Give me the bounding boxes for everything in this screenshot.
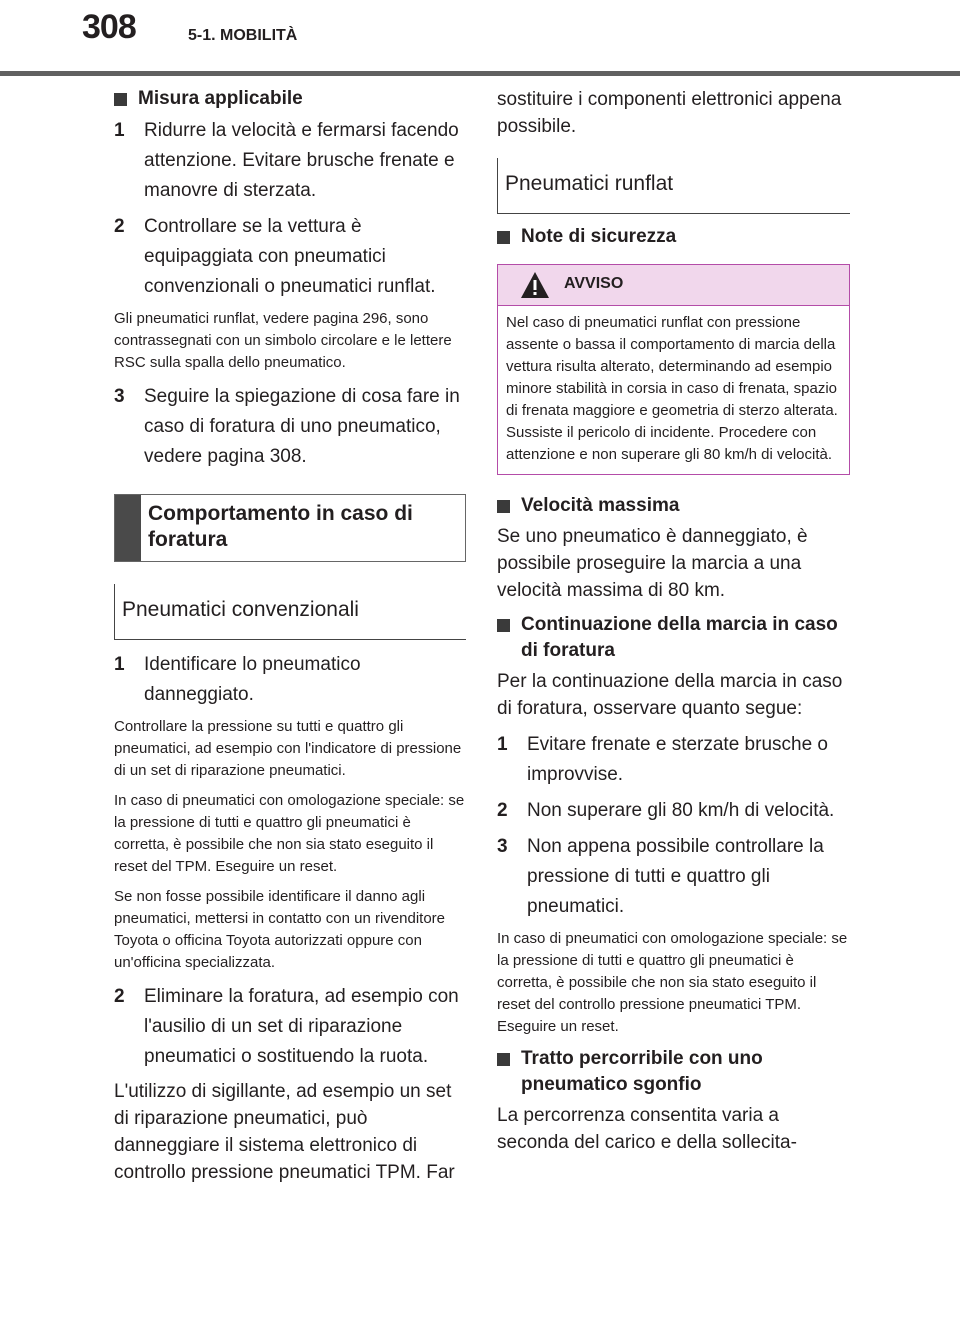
- subheading-misura: Misura applicabile: [114, 86, 466, 112]
- subheading-continue: Continuazione della marcia in caso di foratura: [497, 612, 850, 664]
- page-header: [0, 0, 960, 78]
- warning-triangle-icon: [520, 271, 550, 299]
- square-bullet-icon: [497, 619, 510, 632]
- step-1: 1 Evitare frenate e sterzate brusche o improvvise.: [497, 734, 828, 785]
- subheading-range: Tratto percorribile con uno pneumatico sgonfio: [497, 1046, 850, 1098]
- square-bullet-icon: [114, 93, 127, 106]
- section-box-title: Comportamento in caso di foratura: [148, 502, 413, 551]
- square-bullet-icon: [497, 231, 510, 244]
- paragraph-sigillante: L'utilizzo di sigillante, ad esempio un set di riparazione pneumatici, può danneggiare il sistema elettronico di controllo pressione pneumatici TPM. Far: [114, 1081, 455, 1183]
- note-check-pressure: Controllare la pressione su tutti e quattro gli pneumatici, ad esempio con l'indicatore di pressione di un set di riparazione pneumatici.: [114, 718, 462, 779]
- left-column: [114, 86, 466, 1194]
- step-3: 3 Seguire la spiegazione di cosa fare in caso di foratura di uno pneumatico, vedere pagina 308.: [114, 386, 460, 467]
- right-column: [497, 86, 850, 1164]
- subheading-speed: Velocità massima: [497, 493, 850, 519]
- note-omologazione: In caso di pneumatici con omologazione speciale: se la pressione di tutti e quattro gli pneumatici è corretta, è possibile che non sia stato eseguito il reset del TPM. Eseguire un reset.: [114, 792, 465, 875]
- warning-text: Nel caso di pneumatici runflat con pressione assente o bassa il comportamento di marcia della vettura risulta alterato, determinando ad esempio minore stabilità in corsia in caso di frenata, spazio di frenata maggiore e geometria di sterzo alterata. Sussiste il pericolo di incidente. Procedere con attenzione e non superare gli 80 km/h di velocità.: [506, 314, 838, 463]
- paragraph-range: La percorrenza consentita varia a seconda del carico e della sollecita-: [497, 1105, 797, 1153]
- paragraph-continued: sostituire i componenti elettronici appena possibile.: [497, 89, 842, 137]
- section-box-foratura: [114, 494, 466, 562]
- step-identify: 1 Identificare lo pneumatico danneggiato.: [114, 654, 361, 705]
- note-runflat: Gli pneumatici runflat, vedere pagina 296, sono contrassegnati con un simbolo circolare e le lettere RSC sulla spalla dello pneumatico.: [114, 310, 452, 371]
- step-1: 1 Ridurre la velocità e fermarsi facendo attenzione. Evitare brusche frenate e manovre di sterzata.: [114, 120, 459, 201]
- note-contact-dealer: Se non fosse possibile identificare il danno agli pneumatici, mettersi in contatto con un rivenditore Toyota o officina Toyota autorizzati oppure con un'officina specializzata.: [114, 888, 446, 971]
- warning-box: [497, 264, 850, 475]
- step-2: 2 Non superare gli 80 km/h di velocità.: [497, 800, 835, 821]
- step-3: 3 Non appena possibile controllare la pressione di tutti e quattro gli pneumatici.: [497, 836, 824, 917]
- section-title: 5-1. MOBILITÀ: [188, 27, 298, 44]
- note-reset: In caso di pneumatici con omologazione speciale: se la pressione di tutti e quattro gli pneumatici è corretta, è possibile che non sia stato eseguito il reset del controllo pressione pneumatici TPM. Eseguire un reset.: [497, 930, 848, 1035]
- heading-pneumatici-convenzionali: Pneumatici convenzionali: [114, 584, 466, 640]
- square-bullet-icon: [497, 500, 510, 513]
- step-eliminate: 2 Eliminare la foratura, ad esempio con l'ausilio di un set di riparazione pneumatici o sostituendo la ruota.: [114, 986, 459, 1067]
- subheading-safety: Note di sicurezza: [497, 224, 850, 250]
- page-number: 308: [82, 8, 136, 46]
- paragraph-continue: Per la continuazione della marcia in caso di foratura, osservare quanto segue:: [497, 671, 843, 719]
- warning-label: AVVISO: [564, 275, 624, 292]
- heading-pneumatici-runflat: Pneumatici runflat: [497, 158, 850, 214]
- step-2: 2 Controllare se la vettura è equipaggiata con pneumatici convenzionali o pneumatici runflat.: [114, 216, 436, 297]
- header-rule: [0, 71, 960, 76]
- square-bullet-icon: [497, 1053, 510, 1066]
- paragraph-speed: Se uno pneumatico è danneggiato, è possibile proseguire la marcia a una velocità massima di 80 km.: [497, 526, 808, 601]
